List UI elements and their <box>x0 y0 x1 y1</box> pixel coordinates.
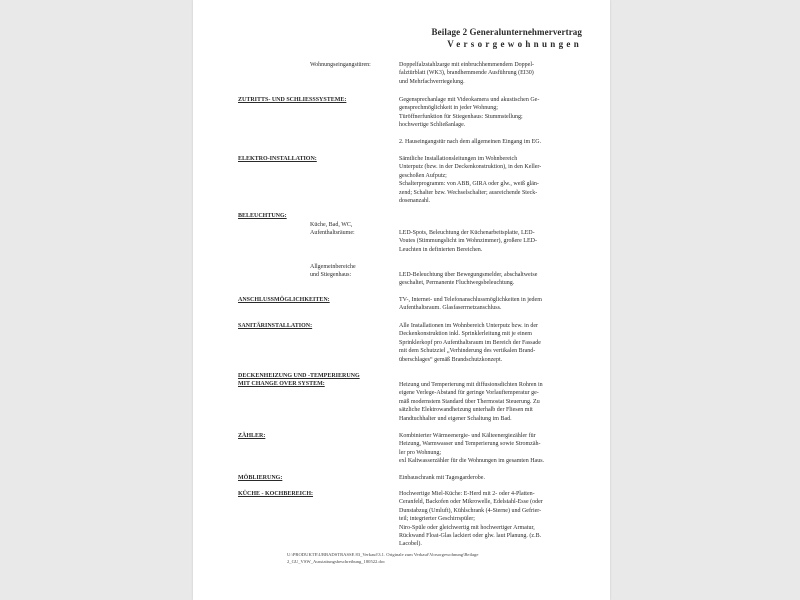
footer-filename: 2_GU_VSW_Ausstattungsbeschreibung_180522.doc <box>287 558 386 564</box>
text-zutritt-2: 2. Hauseingangstür nach dem allgemeinen Eingang im EG. <box>399 139 542 145</box>
section-title-beleuchtung: BELEUCHTUNG: <box>238 213 287 219</box>
header-title: Beilage 2 Generalunternehmervertrag <box>431 27 582 37</box>
text-line: überschlages“ gemäß Brandschutzkonzept. <box>399 356 503 363</box>
text-line: Sprinklerkopf pro Aufenthaltsraum im Bereich der Fassade <box>399 339 541 346</box>
section-title-zaehler: ZÄHLER: <box>238 433 266 439</box>
text-line: Alle Installationen im Wohnbereich Unterputz bzw. in der <box>399 323 538 329</box>
text-line: Leuchten in definierten Bereichen. <box>399 246 483 253</box>
text-line: dosenanzahl. <box>399 198 431 205</box>
text-line: Heizung, Warmwasser und Temperierung sowie Stromzäh- <box>399 441 541 448</box>
text-line: eigene Verlege-Abstand für geringe Vorlauftemperatur ge- <box>399 390 539 397</box>
header-subtitle: Versorgewohnungen <box>447 39 582 49</box>
section-title-moeblierung: MÖBLIERUNG: <box>238 475 283 481</box>
text-line: falztürblatt (WK3), brandhemmende Ausführung (EI30) <box>399 70 534 77</box>
text-kueche <box>399 490 574 549</box>
text-line: Doppelfalzstahlzarge mit einbruchhemmendem Doppel- <box>399 62 535 68</box>
text-line: geschoßen Aufputz; <box>399 172 447 179</box>
text-line: MIT CHANGE OVER SYSTEM: <box>238 381 325 388</box>
text-sanitaer <box>399 322 574 364</box>
text-line: gensprechmöglichkeit in jeder Wohnung; <box>399 105 498 112</box>
text-wohnungseingangstueren <box>399 61 574 86</box>
text-line: mit dem Schutzziel „Verhinderung des vertikalen Brand- <box>399 348 536 355</box>
text-line: Allgemeinbereiche <box>310 264 356 270</box>
text-line: Niro-Spüle oder gleichwertig mit hochwertiger Armatur, <box>399 524 535 531</box>
text-elektro <box>399 155 574 205</box>
text-beleuchtung-2 <box>399 271 574 288</box>
text-line: Heizung und Temperierung mit diffusionsdichten Rohren in <box>399 382 543 388</box>
text-line: zend; Schalter bzw. Wechselschalter; ausreichende Steck- <box>399 189 538 196</box>
label-wohnungseingangstueren: Wohnungseingangstüren: <box>310 62 371 68</box>
text-line: Handtuchhalter und eigener Schaltung im Bad. <box>399 415 512 422</box>
text-anschluss <box>399 296 574 313</box>
sublabel-allgemeinbereiche <box>310 263 356 280</box>
footer-path: U:\PRODUKTE\URBADSTRASSE 83_Verkauf\3.1. Originale zum Verkauf\Vorsorgewohnung\Beilage <box>287 552 479 557</box>
text-line: DECKENHEIZUNG UND -TEMPERIERUNG <box>238 373 360 379</box>
text-line: Kombinierter Wärmeenergie- und Kälteenergiezähler für <box>399 433 536 439</box>
text-line: LED-Beleuchtung über Bewegungsmelder, abschaltweise <box>399 272 538 278</box>
section-title-deckenheizung <box>238 372 360 389</box>
text-line: mäß modernstem Standard über Thermostat Steuerung. Zu <box>399 398 540 405</box>
text-line: Sämtliche Installationsleitungen im Wohnbereich <box>399 156 518 162</box>
text-line: geschaltet, Permanente Fluchtwegsbeleuchtung. <box>399 280 515 287</box>
text-line: Gegensprechanlage mit Videokamera und akustischen Ge- <box>399 97 540 103</box>
text-deckenheizung <box>399 381 574 423</box>
section-title-sanitaer: SANITÄRINSTALLATION: <box>238 323 313 329</box>
text-zutritt <box>399 96 574 130</box>
text-line: Unterputz (bzw. in der Deckenkonstruktion), in den Keller- <box>399 164 542 171</box>
text-moeblierung: Einbauschrank mit Tagesgarderobe. <box>399 475 485 481</box>
text-zaehler <box>399 432 574 466</box>
document-footer <box>287 552 478 565</box>
section-title-elektro: ELEKTRO-INSTALLATION: <box>238 156 317 162</box>
section-title-zutritt: ZUTRITTS- UND SCHLIESSSYSTEME: <box>238 97 347 103</box>
text-line: sätzliche Elektrowandheizung unterhalb der Fliesen mit <box>399 407 533 414</box>
document-page <box>193 0 610 600</box>
text-line: TV-, Internet- und Telefonanschlussmöglichkeiten in jedem <box>399 297 542 303</box>
text-line: und Mehrfachverriegelung. <box>399 78 465 85</box>
text-line: Voutes (Stimmungslicht im Wohnzimmer), großere LED- <box>399 238 537 245</box>
text-line: LED-Spots, Beleuchtung der Küchenarbeitsplatte, LED- <box>399 230 535 236</box>
section-title-kueche: KÜCHE - KOCHBEREICH: <box>238 491 314 497</box>
text-line: und Stiegenhaus: <box>310 272 352 279</box>
text-line: Ceranfeld, Backofen oder Mikrowelle, Edelstahl-Esse (oder <box>399 499 543 506</box>
text-line: Rückwand Float-Glas lackiert oder glw. laut Planung. (z.B. <box>399 533 542 540</box>
text-line: teil; integrierter Geschirrspüler; <box>399 516 475 523</box>
text-line: Deckenkonstruktion inkl. Sprinklerleitung mit je einem <box>399 331 532 338</box>
sublabel-kueche-bad <box>310 221 355 238</box>
document-header <box>432 27 582 49</box>
text-line: Aufenthaltsräume: <box>310 230 355 237</box>
section-title-anschluss: ANSCHLUSSMÖGLICHKEITEN: <box>238 297 330 303</box>
text-line: Lacobel). <box>399 541 422 548</box>
text-beleuchtung-1 <box>399 229 574 254</box>
text-line: ler pro Wohnung; <box>399 449 442 456</box>
text-line: Hochwertige Miel-Küche: E-Herd mit 2- oder 4-Platten- <box>399 491 535 497</box>
text-line: Küche, Bad, WC, <box>310 222 353 228</box>
text-line: exl Kaltwasserzähler für die Wohnungen im gesamten Haus. <box>399 458 545 465</box>
text-line: Schalterprogramm: von ABB, GIRA oder glw., weiß glän- <box>399 181 539 188</box>
text-line: Türöffnerfunktion für Stiegenhaus: Stummstellung; <box>399 113 523 120</box>
text-line: Dunstabzug (Umluft), Kühlschrank (4-Sterne) und Gefrier- <box>399 507 542 514</box>
text-line: Aufenthaltsraum. Glasfaserrnetzanschluss. <box>399 305 502 312</box>
text-line: hochwertige Schließanlage. <box>399 122 466 129</box>
